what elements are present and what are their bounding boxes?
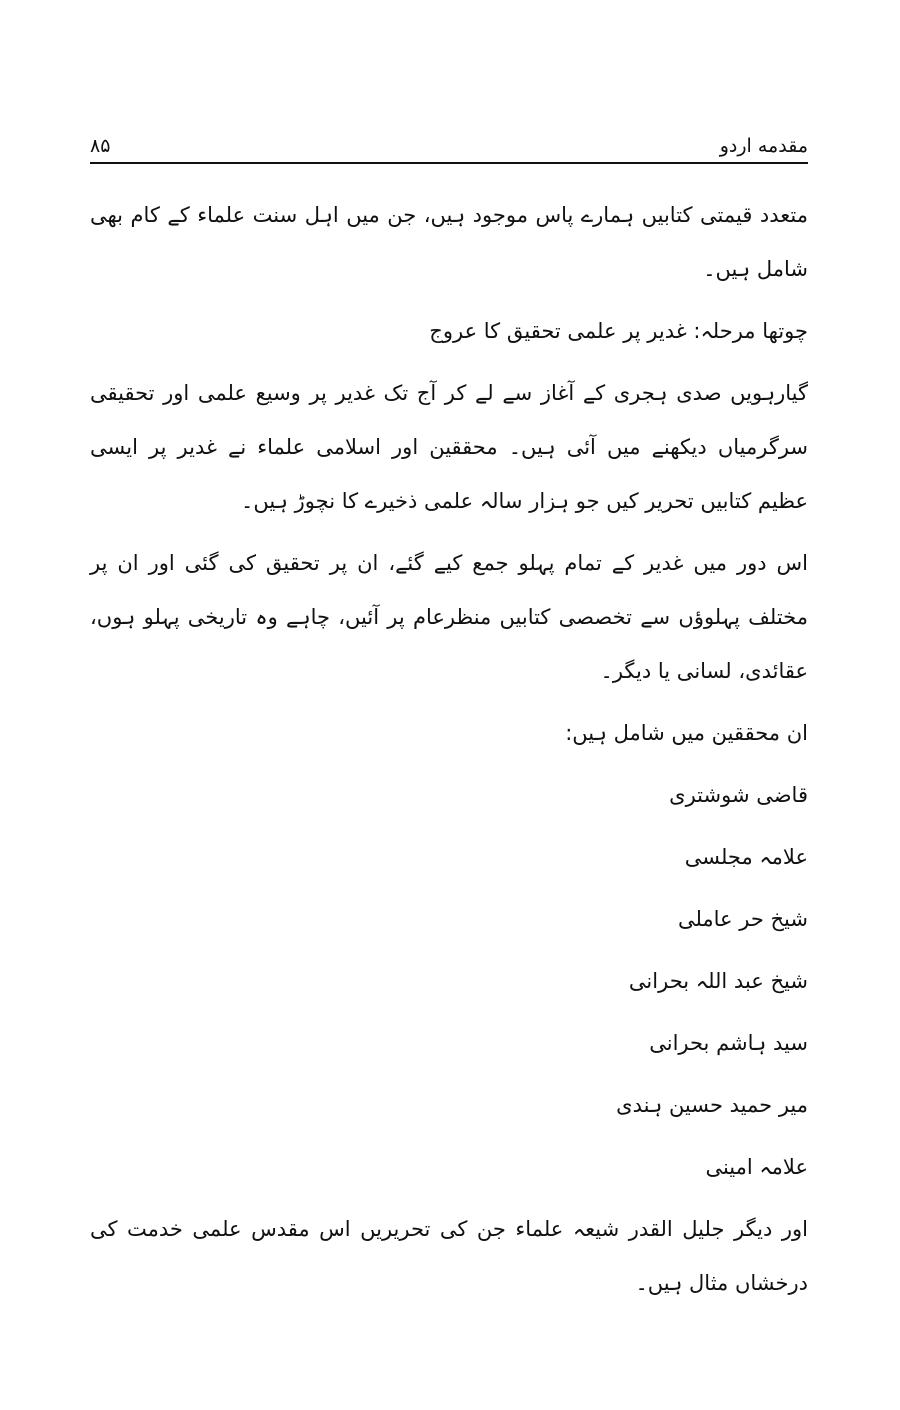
page-number: ۸۵	[90, 135, 111, 157]
document-page	[90, 0, 808, 1410]
scholar-list	[90, 768, 808, 1194]
list-item: شیخ عبد اللہ بحرانی	[628, 969, 808, 993]
running-title: مقدمه اردو	[719, 135, 808, 157]
list-item: میر حمید حسین ہندی	[616, 1093, 808, 1117]
paragraph: اس دور میں غدیر کے تمام پہلو جمع کیے گئے، ان پر تحقیق کی گئی اور ان پر مختلف پہلوؤں سے تخصصی کتابیں منظرعام پر آئیں، چاہے وہ تاریخی پہلو ہوں، عقائدی، لسانی یا دیگر۔	[90, 551, 808, 683]
closing-paragraph: اور دیگر جلیل القدر شیعہ علماء جن کی تحریریں اس مقدس علمی خدمت کی درخشاں مثال ہیں۔	[90, 1217, 808, 1295]
paragraph: گیارہویں صدی ہجری کے آغاز سے لے کر آج تک غدیر پر وسیع علمی اور تحقیقی سرگرمیاں دیکھنے میں آئی ہیں۔ محققین اور اسلامی علماء نے غدیر پر ایسی عظیم کتابیں تحریر کیں جو ہزار سالہ علمی ذخیرے کا نچوڑ ہیں۔	[90, 381, 808, 513]
list-item: قاضی شوشتری	[669, 783, 808, 807]
running-header	[90, 132, 808, 164]
section-heading: چوتھا مرحلہ: غدیر پر علمی تحقیق کا عروج	[429, 319, 808, 343]
body-text	[90, 188, 808, 1318]
list-item: علامہ مجلسی	[684, 845, 808, 869]
list-item: علامہ امینی	[705, 1155, 808, 1179]
paragraph: متعدد قیمتی کتابیں ہمارے پاس موجود ہیں، جن میں اہل سنت علماء کے کام بھی شامل ہیں۔	[90, 203, 808, 281]
list-item: سید ہاشم بحرانی	[649, 1031, 808, 1055]
list-intro: ان محققین میں شامل ہیں:	[565, 721, 808, 745]
list-item: شیخ حر عاملی	[677, 907, 808, 931]
